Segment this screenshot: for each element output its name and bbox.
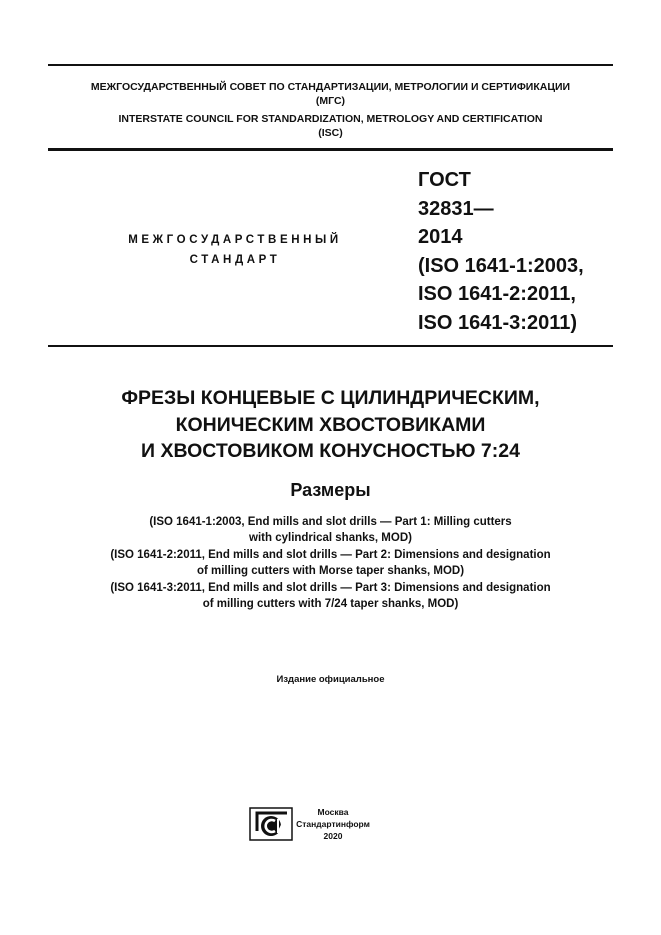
council-name-en-line: INTERSTATE COUNCIL FOR STANDARDIZATION, METROLOGY AND CERTIFICATION — [118, 113, 543, 125]
top-rule — [48, 64, 613, 66]
iso-references — [30, 514, 631, 612]
reference-line: (ISO 1641-2:2011, End mills and slot drills — Part 2: Dimensions and designation — [110, 548, 551, 561]
title-line: И ХВОСТОВИКОМ КОНУСНОСТЬЮ 7:24 — [141, 440, 520, 462]
publisher-imprint — [296, 806, 370, 842]
designation-line: ГОСТ — [418, 169, 471, 191]
reference-line: of milling cutters with 7/24 taper shanks, MOD) — [202, 598, 459, 611]
standard-type — [100, 230, 370, 270]
edition-note: Издание официальное — [276, 674, 385, 685]
publication-year: 2020 — [323, 831, 343, 841]
standard-designation — [418, 166, 618, 337]
middle-rule — [48, 148, 613, 151]
designation-line: 2014 — [418, 226, 463, 248]
publisher-city: Москва — [317, 807, 349, 817]
designation-line: ISO 1641-2:2011, — [418, 283, 576, 305]
document-subtitle: Размеры — [290, 480, 371, 500]
title-line: КОНИЧЕСКИМ ХВОСТОВИКАМИ — [175, 413, 486, 436]
title-line: ФРЕЗЫ КОНЦЕВЫЕ С ЦИЛИНДРИЧЕСКИМ, — [121, 387, 540, 409]
reference-line: (ISO 1641-1:2003, End mills and slot drills — Part 1: Milling cutters — [149, 516, 512, 528]
designation-line: (ISO 1641-1:2003, — [418, 254, 584, 277]
document-title — [30, 385, 631, 465]
reference-line: of milling cutters with Morse taper shanks, MOD) — [196, 565, 465, 578]
reference-line: with cylindrical shanks, MOD) — [249, 532, 412, 545]
standard-type-line2: СТАНДАРТ — [189, 254, 281, 266]
publisher-name: Стандартинформ — [296, 819, 370, 829]
council-name-en — [48, 112, 613, 140]
standard-type-line1: МЕЖГОСУДАРСТВЕННЫЙ — [128, 234, 342, 246]
lower-rule — [48, 345, 613, 347]
reference-line: (ISO 1641-3:2011, End mills and slot drills — Part 3: Dimensions and designation — [110, 581, 551, 594]
designation-line: ISO 1641-3:2011) — [418, 311, 577, 334]
council-abbr-ru: (МГС) — [315, 95, 346, 107]
designation-line: 32831— — [418, 197, 494, 220]
council-abbr-en: (ISC) — [318, 127, 343, 139]
council-name-ru — [48, 80, 613, 108]
council-name-ru-line: МЕЖГОСУДАРСТВЕННЫЙ СОВЕТ ПО СТАНДАРТИЗАЦИИ, МЕТРОЛОГИИ И СЕРТИФИКАЦИИ — [90, 81, 571, 93]
standartinform-logo-icon — [249, 807, 293, 841]
